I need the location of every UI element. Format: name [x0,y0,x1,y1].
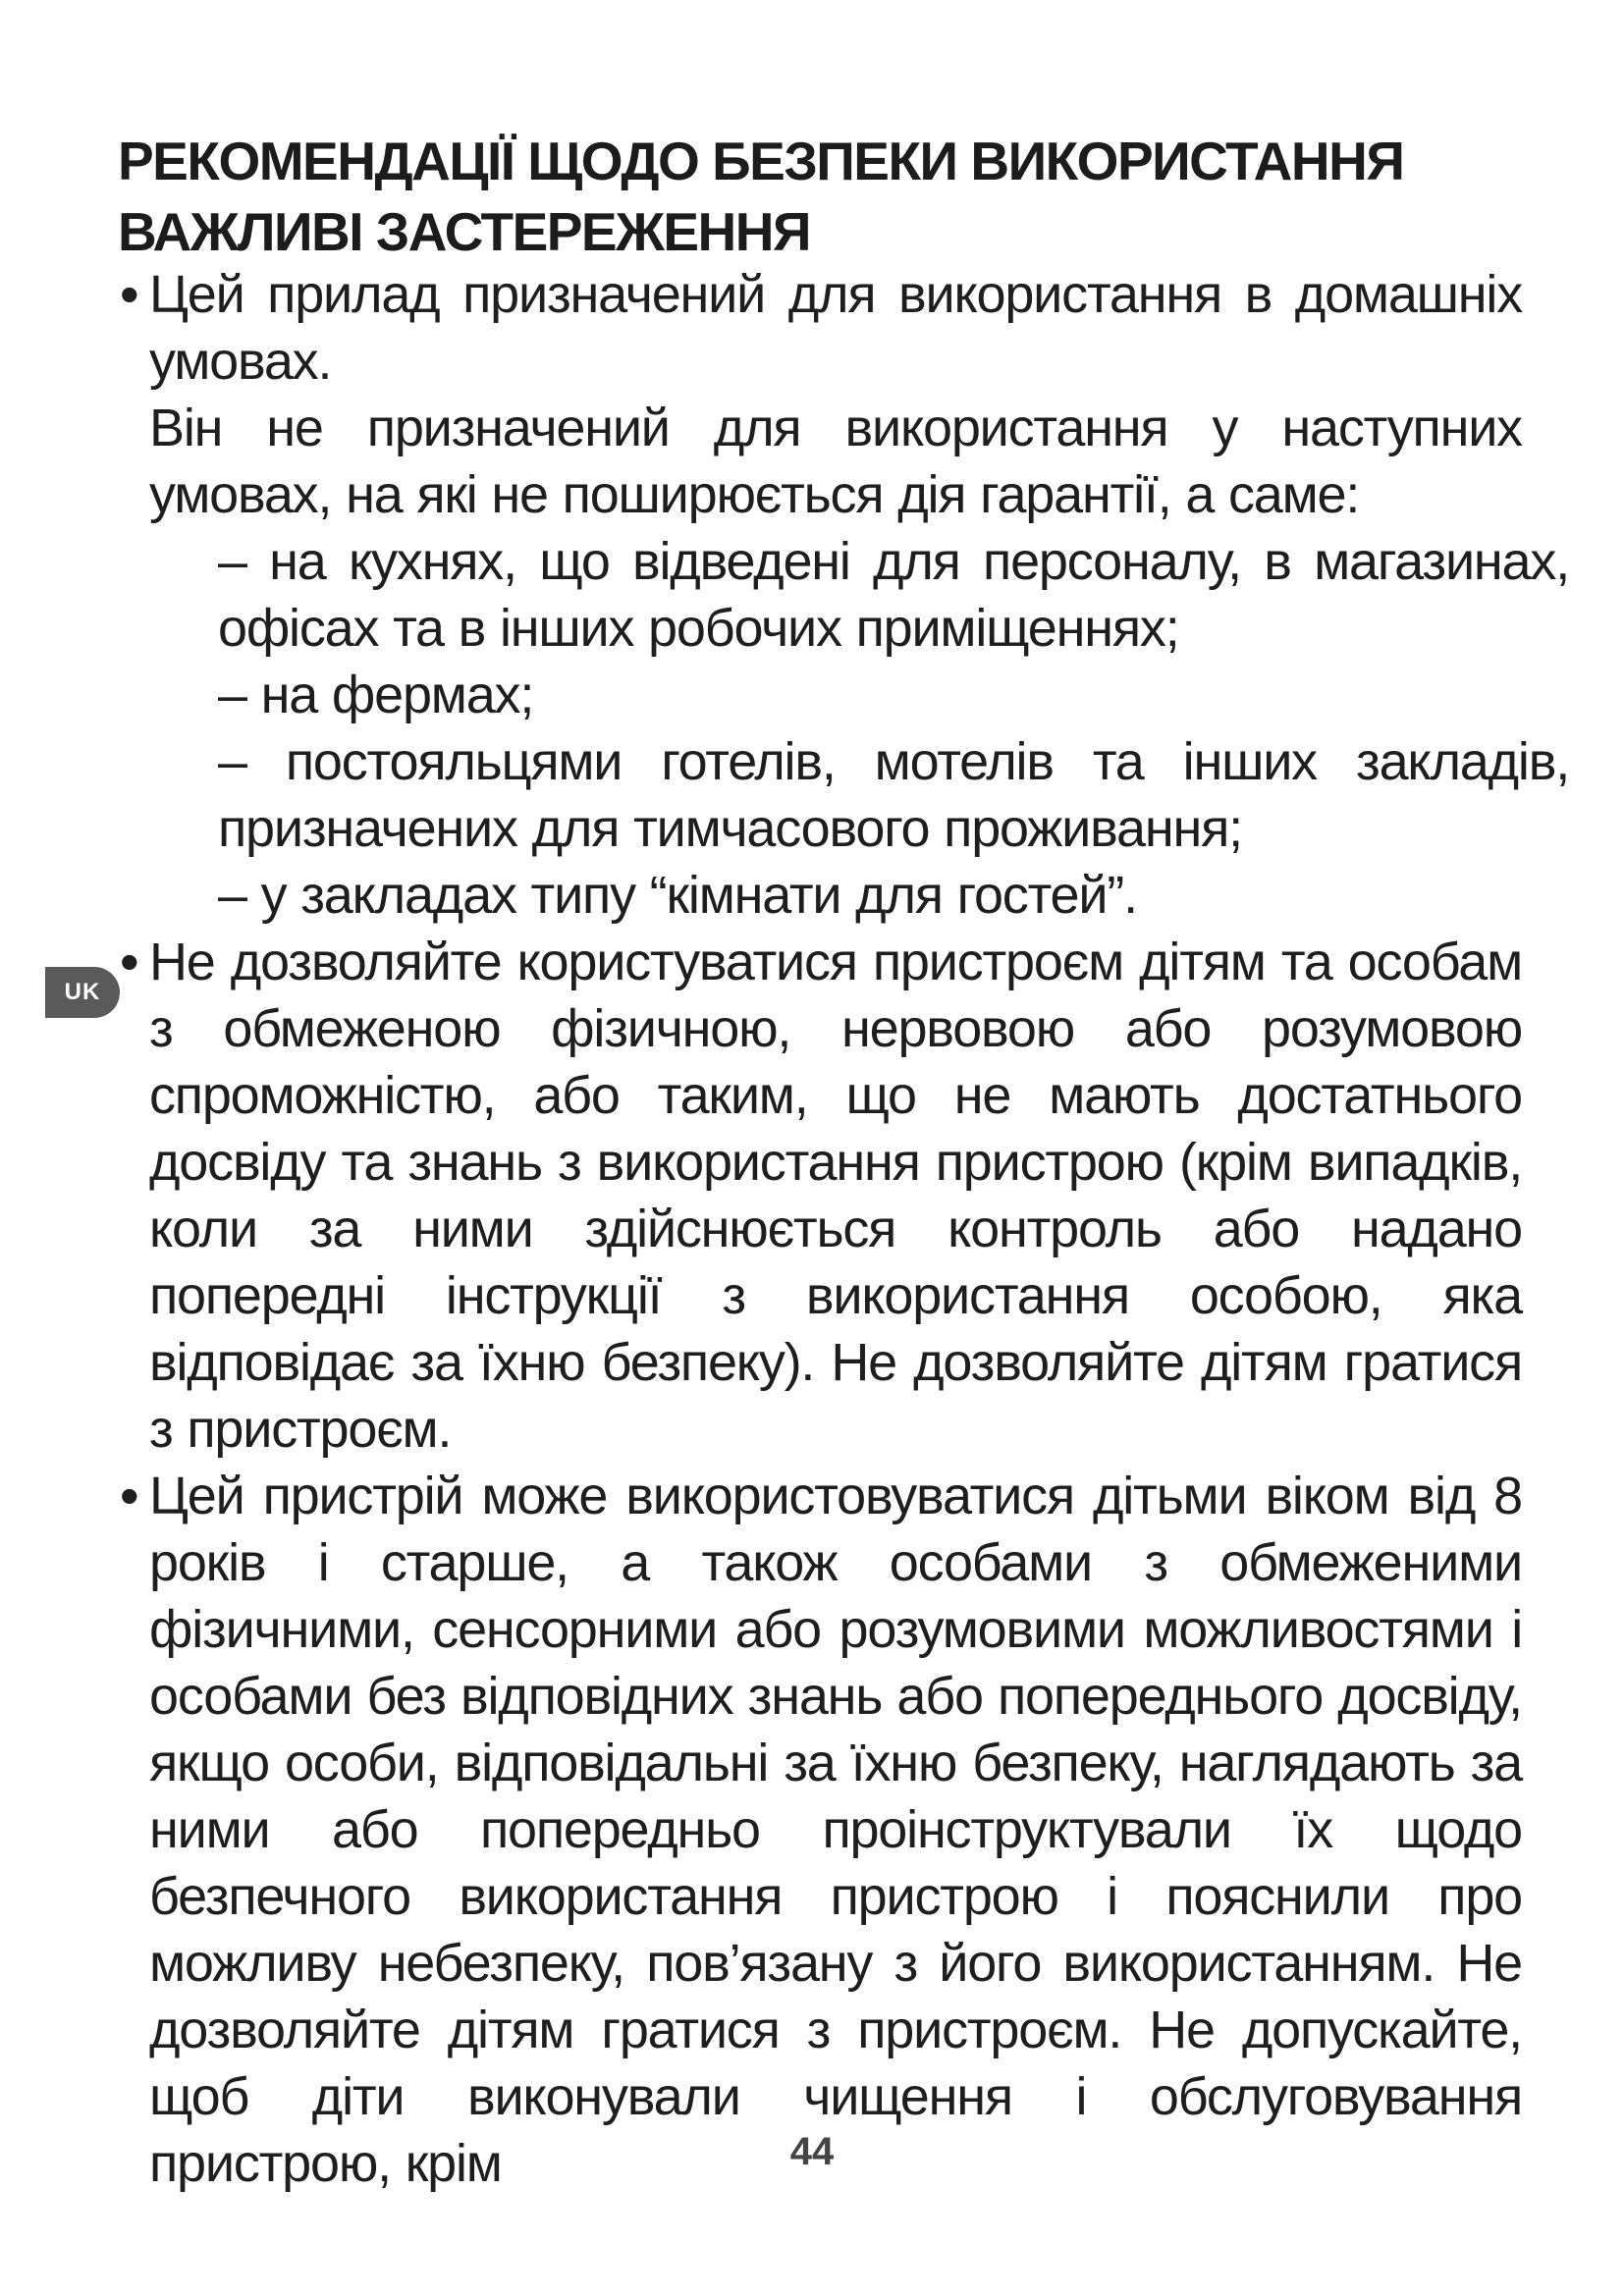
title-line-1: РЕКОМЕНДАЦІЇ ЩОДО БЕЗПЕКИ ВИКОРИСТАННЯ [118,131,1404,191]
bullet-item-3 [118,1463,1522,2197]
bullet-dot: • [120,263,139,325]
bullet-dot: • [120,931,139,992]
bullet-dot: • [120,1465,139,1526]
bullet-item-2 [118,929,1522,1463]
language-tab-uk: UK [45,967,120,1018]
safety-content [118,261,1569,2197]
bullet-item-1 [118,261,1569,929]
list-item: – на фермах; [218,666,534,724]
page-title [118,126,1532,267]
bullet-3-text: Цей пристрій може використовуватися дітьми віком від 8 років і старше, а також особами з обмеженими фізичними, сенсорними або розумовими можливостями і особами без відповідних знань або попереднього досвіду, якщо особи, відповідальні за їхню безпеку, наглядають за ними або попередньо проінструктували їх щодо безпечного використання пристрою і пояснили про можливу небезпеку, пов’язану з його використанням. Не дозволяйте дітям гратися з пристроєм. Не допускайте, щоб діти виконували чищення і обслуговування пристрою, крім [149,1467,1522,2193]
page-number: 44 [789,2130,835,2173]
list-item: – у закладах типу “кімнати для гостей”. [218,866,1137,925]
bullet-1-text-1: Цей прилад призначений для використання в домашніх умовах. [149,265,1522,391]
list-item: – постояльцями готелів, мотелів та інших закладів, призначених для тимчасового проживання; [218,732,1569,858]
bullet-2-text: Не дозволяйте користуватися пристроєм дітям та особам з обмеженою фізичною, нервовою або розумовою спроможністю, або таким, що не мають достатнього досвіду та знань з використання пристрою (крім випадків, коли за ними здійснюється контроль або надано попередні інструкції з використання особою, яка відповідає за їхню безпеку). Не дозволяйте дітям гратися з пристроєм. [149,933,1522,1459]
title-line-2: ВАЖЛИВІ ЗАСТЕРЕЖЕННЯ [118,201,810,262]
bullet-1-text-2: Він не призначений для використання у наступних умовах, на які не поширюється дія гарантії, а саме: [149,399,1522,524]
usage-exclusions-list [149,528,1569,929]
list-item: – на кухнях, що відведені для персоналу, в магазинах, офісах та в інших робочих приміщеннях; [218,532,1569,658]
